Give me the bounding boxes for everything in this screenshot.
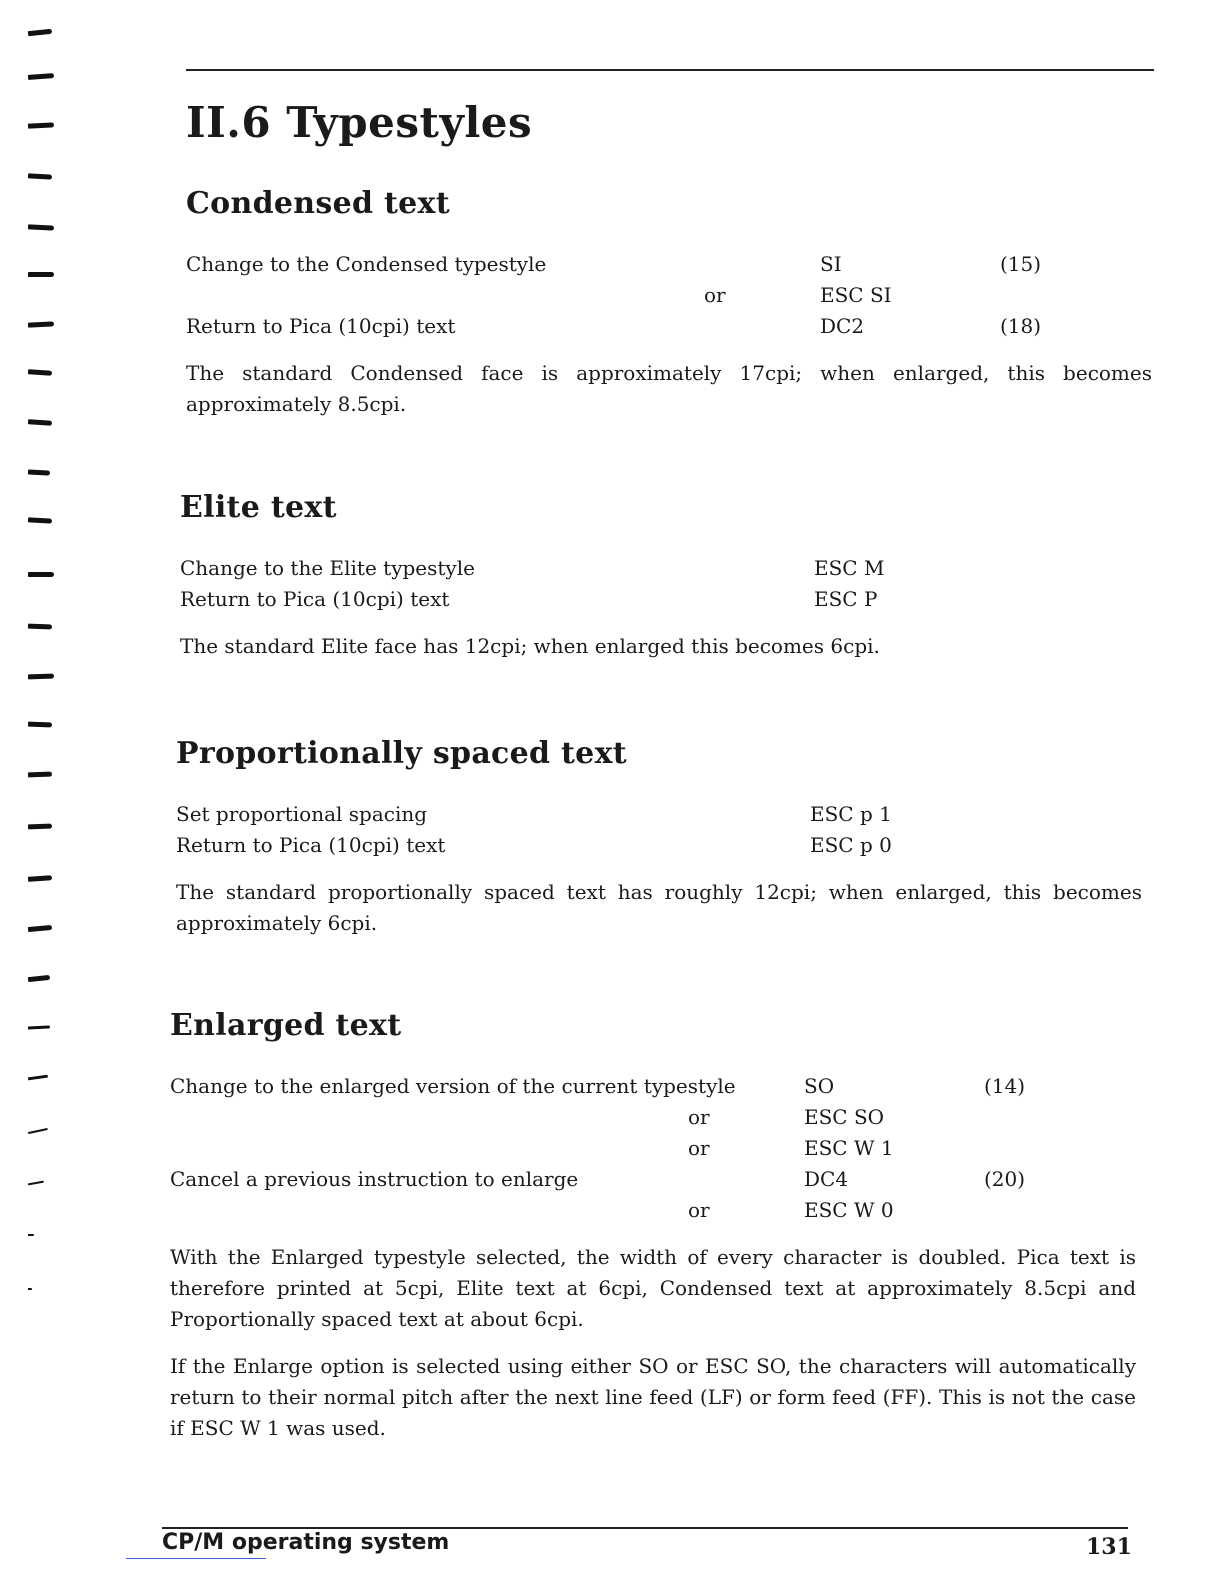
command-description: Change to the Elite typestyle (180, 556, 475, 580)
command-description: Return to Pica (10cpi) text (186, 314, 456, 338)
edge-mark (28, 173, 52, 179)
command-or: or (688, 1105, 710, 1129)
edge-mark (28, 272, 54, 277)
command-decimal: (14) (984, 1074, 1026, 1098)
command-code: ESC p 1 (810, 802, 892, 826)
page-number: 131 (1086, 1534, 1132, 1560)
command-row (170, 1195, 1160, 1226)
command-row (186, 280, 1176, 311)
section-enlarged (170, 1008, 1160, 1444)
edge-mark (28, 419, 52, 426)
command-row (176, 830, 1166, 861)
edge-mark (28, 73, 54, 80)
command-table (170, 1071, 1160, 1226)
command-decimal: (18) (1000, 314, 1042, 338)
command-or: or (688, 1136, 710, 1160)
top-rule (186, 69, 1154, 71)
edge-mark (28, 224, 54, 230)
command-table (186, 249, 1176, 342)
command-code: ESC W 0 (804, 1198, 894, 1222)
command-row (170, 1164, 1160, 1195)
edge-mark (28, 772, 52, 778)
command-row (170, 1133, 1160, 1164)
section-paragraph: The standard Elite face has 12cpi; when enlarged this becomes 6cpi. (180, 634, 880, 658)
edge-mark (28, 925, 52, 932)
command-description: Change to the Condensed typestyle (186, 252, 547, 276)
edge-mark (28, 824, 52, 830)
command-table (176, 799, 1166, 861)
command-or: or (704, 283, 726, 307)
edge-mark (28, 674, 54, 680)
command-code: ESC W 1 (804, 1136, 894, 1160)
edge-mark (28, 1288, 32, 1290)
command-code: ESC SI (820, 283, 892, 307)
command-description: Set proportional spacing (176, 802, 428, 826)
section-elite (180, 490, 1170, 662)
edge-mark (28, 321, 54, 327)
command-or: or (688, 1198, 710, 1222)
edge-mark (28, 875, 52, 882)
command-row (176, 799, 1166, 830)
page-title: II.6 Typestyles (186, 98, 533, 147)
command-row (186, 311, 1176, 342)
command-row (180, 584, 1170, 615)
edge-mark (28, 1025, 50, 1029)
command-code: SI (820, 252, 842, 276)
edge-mark (28, 572, 54, 577)
edge-mark (28, 975, 50, 982)
edge-mark (28, 1075, 48, 1081)
command-code: DC2 (820, 314, 865, 338)
command-decimal: (20) (984, 1167, 1026, 1191)
command-description: Cancel a previous instruction to enlarge (170, 1167, 579, 1191)
section-proportional (176, 736, 1166, 939)
section-paragraph-2: If the Enlarge option is selected using either SO or ESC SO, the characters will automatically return to their normal pitch after the next line feed (LF) or form feed (FF). This is not the case if ESC W 1 was used. (170, 1354, 1136, 1440)
command-table (180, 553, 1170, 615)
edge-mark (28, 722, 52, 728)
command-decimal: (15) (1000, 252, 1042, 276)
edge-mark (28, 624, 52, 630)
command-row (186, 249, 1176, 280)
edge-mark (28, 29, 52, 36)
edge-mark (28, 122, 54, 128)
footer-underline (126, 1558, 266, 1559)
section-paragraph: The standard Condensed face is approximately 17cpi; when enlarged, this becomes approximately 8.5cpi. (186, 361, 1152, 416)
section-heading: Condensed text (186, 186, 450, 221)
section-paragraph: With the Enlarged typestyle selected, the width of every character is doubled. Pica text is therefore printed at 5cpi, Elite text at 6cpi, Condensed text at approximately 8.5cpi and Proportionally spaced text at about 6cpi. (170, 1245, 1136, 1331)
section-condensed (186, 186, 1176, 420)
edge-mark (28, 1128, 48, 1134)
command-code: ESC SO (804, 1105, 885, 1129)
command-row (170, 1071, 1160, 1102)
edge-mark (28, 469, 50, 475)
section-paragraph: The standard proportionally spaced text has roughly 12cpi; when enlarged, this becomes approximately 6cpi. (176, 880, 1142, 935)
command-description: Return to Pica (10cpi) text (176, 833, 446, 857)
footer-title: CP/M operating system (162, 1530, 450, 1555)
command-code: SO (804, 1074, 835, 1098)
command-code: ESC M (814, 556, 885, 580)
edge-mark (28, 1234, 34, 1236)
section-heading: Elite text (180, 490, 337, 525)
command-code: ESC P (814, 587, 878, 611)
command-row (180, 553, 1170, 584)
command-description: Return to Pica (10cpi) text (180, 587, 450, 611)
command-code: ESC p 0 (810, 833, 892, 857)
edge-mark (28, 517, 52, 523)
section-heading: Enlarged text (170, 1008, 402, 1043)
command-code: DC4 (804, 1167, 849, 1191)
edge-mark (28, 369, 52, 376)
footer-rule (162, 1527, 1128, 1529)
command-description: Change to the enlarged version of the current typestyle (170, 1074, 736, 1098)
section-heading: Proportionally spaced text (176, 736, 627, 771)
edge-mark (28, 1181, 44, 1186)
command-row (170, 1102, 1160, 1133)
